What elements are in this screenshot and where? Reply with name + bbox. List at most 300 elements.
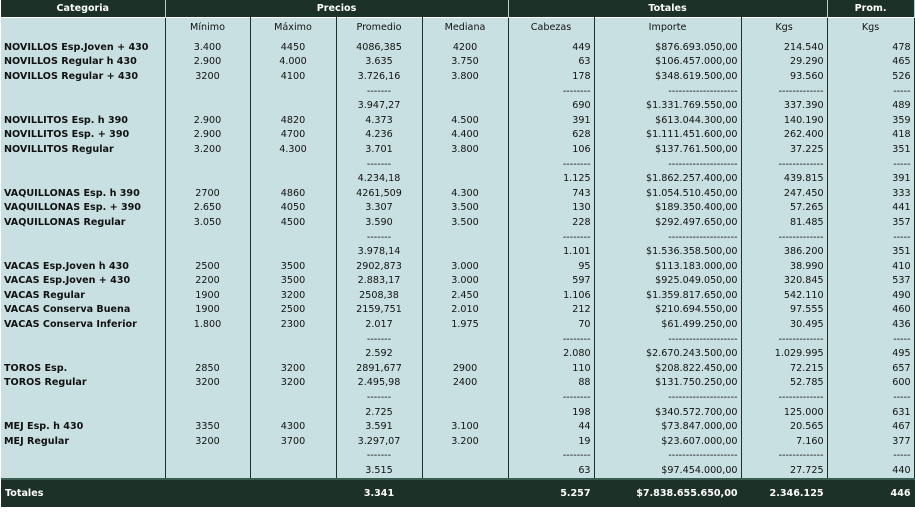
totals-prom-kgs: 446	[827, 479, 914, 507]
subtotal-row	[1, 346, 914, 361]
cell-kgs: 320.845	[741, 274, 827, 289]
cell-maximo	[250, 98, 336, 113]
cell-promedio: 3.726,16	[336, 69, 422, 84]
cell-prom-kgs: 441	[827, 201, 914, 216]
cell-cabezas: 1.106	[508, 288, 594, 303]
cell-maximo: 4.000	[250, 55, 336, 70]
cell-kgs: 37.225	[741, 142, 827, 157]
cell-kgs: 81.485	[741, 215, 827, 230]
header-categoria: Categoria	[1, 0, 165, 18]
cell-importe: $208.822.450,00	[594, 361, 741, 376]
cell-importe: --------------------	[594, 449, 741, 464]
cell-promedio: 3.591	[336, 419, 422, 434]
cell-maximo: 4.300	[250, 142, 336, 157]
cell-mediana: 4200	[422, 36, 508, 55]
cell-maximo	[250, 449, 336, 464]
cell-mediana: 3.500	[422, 215, 508, 230]
cell-promedio: 3.307	[336, 201, 422, 216]
separator-row	[1, 332, 914, 347]
cell-categoria	[1, 230, 165, 245]
table-row	[1, 128, 914, 143]
cell-minimo: 2500	[165, 259, 250, 274]
cell-mediana	[422, 405, 508, 420]
totals-empty	[165, 479, 250, 507]
cell-prom-kgs: 410	[827, 259, 914, 274]
cell-cabezas: 63	[508, 55, 594, 70]
cell-maximo: 4700	[250, 128, 336, 143]
cell-promedio: 3.515	[336, 463, 422, 479]
cell-kgs: 140.190	[741, 113, 827, 128]
cell-maximo	[250, 390, 336, 405]
cell-kgs: 214.540	[741, 36, 827, 55]
cell-categoria: VAQUILLONAS Esp. h 390	[1, 186, 165, 201]
cell-maximo	[250, 230, 336, 245]
cell-mediana: 3.100	[422, 419, 508, 434]
cell-cabezas: 212	[508, 303, 594, 318]
cell-promedio: 2.725	[336, 405, 422, 420]
header-promedio: Promedio	[336, 18, 422, 37]
cell-minimo: 3.200	[165, 142, 250, 157]
cell-kgs: 337.390	[741, 98, 827, 113]
cell-categoria	[1, 405, 165, 420]
cell-kgs: 30.495	[741, 317, 827, 332]
totals-kgs: 2.346.125	[741, 479, 827, 507]
cell-cabezas: 44	[508, 419, 594, 434]
cell-kgs: 72.215	[741, 361, 827, 376]
cell-importe: $1.536.358.500,00	[594, 244, 741, 259]
cell-maximo	[250, 84, 336, 99]
cell-minimo: 2700	[165, 186, 250, 201]
cell-mediana: 3.000	[422, 274, 508, 289]
cell-minimo	[165, 346, 250, 361]
cell-mediana: 2.450	[422, 288, 508, 303]
table-row	[1, 434, 914, 449]
cell-importe: --------------------	[594, 390, 741, 405]
table-row	[1, 36, 914, 55]
cell-kgs: 97.555	[741, 303, 827, 318]
cell-cabezas: --------	[508, 157, 594, 172]
cell-importe: $613.044.300,00	[594, 113, 741, 128]
cell-mediana: 3.750	[422, 55, 508, 70]
cell-maximo	[250, 157, 336, 172]
cell-prom-kgs: 357	[827, 215, 914, 230]
cell-prom-kgs: 526	[827, 69, 914, 84]
cell-prom-kgs: 351	[827, 142, 914, 157]
cell-kgs: 57.265	[741, 201, 827, 216]
cell-prom-kgs: -----	[827, 84, 914, 99]
cell-kgs: 439.815	[741, 171, 827, 186]
cell-cabezas: 130	[508, 201, 594, 216]
cell-prom-kgs: 359	[827, 113, 914, 128]
totals-empty	[422, 479, 508, 507]
cell-maximo	[250, 244, 336, 259]
cell-cabezas: --------	[508, 84, 594, 99]
cell-maximo	[250, 346, 336, 361]
cell-categoria	[1, 98, 165, 113]
cell-maximo	[250, 463, 336, 479]
cell-prom-kgs: 351	[827, 244, 914, 259]
table-row	[1, 274, 914, 289]
cell-maximo: 3500	[250, 274, 336, 289]
cell-cabezas: --------	[508, 390, 594, 405]
cell-minimo	[165, 230, 250, 245]
table-row	[1, 419, 914, 434]
separator-row	[1, 157, 914, 172]
cell-categoria: VACAS Esp.Joven + 430	[1, 274, 165, 289]
cell-maximo: 4450	[250, 36, 336, 55]
cell-importe: $1.054.510.450,00	[594, 186, 741, 201]
cell-mediana	[422, 332, 508, 347]
cell-prom-kgs: 631	[827, 405, 914, 420]
subtotal-row	[1, 98, 914, 113]
totals-importe: $7.838.655.650,00	[594, 479, 741, 507]
cell-categoria	[1, 346, 165, 361]
totals-row	[1, 479, 914, 507]
cell-kgs: 7.160	[741, 434, 827, 449]
subtotal-row	[1, 405, 914, 420]
cell-mediana: 4.300	[422, 186, 508, 201]
cell-categoria	[1, 390, 165, 405]
cell-minimo	[165, 463, 250, 479]
cell-minimo: 1900	[165, 303, 250, 318]
table-header	[1, 0, 914, 36]
cell-kgs: 542.110	[741, 288, 827, 303]
cell-cabezas: 88	[508, 376, 594, 391]
totals-cabezas: 5.257	[508, 479, 594, 507]
cell-minimo: 2200	[165, 274, 250, 289]
cell-prom-kgs: 391	[827, 171, 914, 186]
cell-prom-kgs: 377	[827, 434, 914, 449]
cell-maximo: 3200	[250, 361, 336, 376]
cell-cabezas: 95	[508, 259, 594, 274]
table-row	[1, 259, 914, 274]
cell-kgs: 93.560	[741, 69, 827, 84]
cell-minimo	[165, 244, 250, 259]
cell-kgs: 38.990	[741, 259, 827, 274]
cell-minimo: 3200	[165, 434, 250, 449]
header-mediana: Mediana	[422, 18, 508, 37]
cell-promedio: -------	[336, 449, 422, 464]
cell-kgs: 386.200	[741, 244, 827, 259]
cell-prom-kgs: -----	[827, 390, 914, 405]
cell-cabezas: 743	[508, 186, 594, 201]
cell-minimo: 2.900	[165, 55, 250, 70]
cell-importe: $1.359.817.650,00	[594, 288, 741, 303]
cell-importe: --------------------	[594, 157, 741, 172]
table-body	[1, 36, 914, 479]
cell-promedio: 3.590	[336, 215, 422, 230]
cell-minimo: 2.900	[165, 128, 250, 143]
cell-mediana	[422, 244, 508, 259]
cell-cabezas: 178	[508, 69, 594, 84]
cell-promedio: 2.592	[336, 346, 422, 361]
cell-maximo: 4500	[250, 215, 336, 230]
cell-promedio: 2.883,17	[336, 274, 422, 289]
cell-mediana: 4.500	[422, 113, 508, 128]
cell-categoria: NOVILLITOS Esp. h 390	[1, 113, 165, 128]
subtotal-row	[1, 244, 914, 259]
cell-mediana	[422, 230, 508, 245]
table-row	[1, 55, 914, 70]
cell-kgs: -------------	[741, 230, 827, 245]
cell-minimo	[165, 405, 250, 420]
cell-mediana	[422, 346, 508, 361]
cell-kgs: -------------	[741, 390, 827, 405]
header-sub-row	[1, 18, 914, 37]
cell-importe: $73.847.000,00	[594, 419, 741, 434]
subtotal-row	[1, 171, 914, 186]
cell-mediana: 3.000	[422, 259, 508, 274]
table-row	[1, 186, 914, 201]
table-row	[1, 201, 914, 216]
cell-promedio: 4086,385	[336, 36, 422, 55]
cell-categoria: NOVILLOS Esp.Joven + 430	[1, 36, 165, 55]
cell-cabezas: 391	[508, 113, 594, 128]
cell-minimo	[165, 98, 250, 113]
cell-prom-kgs: 465	[827, 55, 914, 70]
cell-importe: $1.862.257.400,00	[594, 171, 741, 186]
cell-minimo	[165, 390, 250, 405]
cell-minimo: 1.800	[165, 317, 250, 332]
table-row	[1, 361, 914, 376]
cell-importe: $1.111.451.600,00	[594, 128, 741, 143]
cell-cabezas: 106	[508, 142, 594, 157]
cell-categoria: NOVILLITOS Esp. + 390	[1, 128, 165, 143]
cell-minimo: 2.650	[165, 201, 250, 216]
cell-importe: $876.693.050,00	[594, 36, 741, 55]
table-row	[1, 142, 914, 157]
cell-minimo: 2850	[165, 361, 250, 376]
cell-categoria	[1, 171, 165, 186]
cell-cabezas: 63	[508, 463, 594, 479]
cell-minimo	[165, 157, 250, 172]
cell-promedio: -------	[336, 390, 422, 405]
cell-importe: $1.331.769.550,00	[594, 98, 741, 113]
cell-cabezas: 110	[508, 361, 594, 376]
cell-categoria: TOROS Regular	[1, 376, 165, 391]
cell-categoria	[1, 244, 165, 259]
cell-prom-kgs: 436	[827, 317, 914, 332]
header-cabezas: Cabezas	[508, 18, 594, 37]
cell-minimo: 3350	[165, 419, 250, 434]
cell-promedio: 2159,751	[336, 303, 422, 318]
cell-categoria: VAQUILLONAS Esp. + 390	[1, 201, 165, 216]
table-footer	[1, 479, 914, 507]
cell-cabezas: 597	[508, 274, 594, 289]
cell-categoria: MEJ Esp. h 430	[1, 419, 165, 434]
cell-cabezas: 70	[508, 317, 594, 332]
cell-promedio: -------	[336, 230, 422, 245]
cell-minimo	[165, 84, 250, 99]
cell-importe: $61.499.250,00	[594, 317, 741, 332]
header-minimo: Mínimo	[165, 18, 250, 37]
cell-maximo: 2500	[250, 303, 336, 318]
cell-minimo: 3.050	[165, 215, 250, 230]
cell-prom-kgs: 333	[827, 186, 914, 201]
totals-label: Totales	[1, 479, 165, 507]
cell-categoria: NOVILLITOS Regular	[1, 142, 165, 157]
table-row	[1, 317, 914, 332]
cell-maximo	[250, 171, 336, 186]
cell-maximo: 3200	[250, 288, 336, 303]
cell-cabezas: --------	[508, 230, 594, 245]
cell-kgs: 27.725	[741, 463, 827, 479]
cell-promedio: 3.978,14	[336, 244, 422, 259]
cell-importe: $340.572.700,00	[594, 405, 741, 420]
cell-importe: --------------------	[594, 332, 741, 347]
cell-categoria: VACAS Esp.Joven h 430	[1, 259, 165, 274]
cell-maximo: 4100	[250, 69, 336, 84]
cell-categoria: VAQUILLONAS Regular	[1, 215, 165, 230]
cell-prom-kgs: 440	[827, 463, 914, 479]
cell-mediana: 3.800	[422, 142, 508, 157]
cell-cabezas: 19	[508, 434, 594, 449]
cell-importe: $137.761.500,00	[594, 142, 741, 157]
cell-maximo: 4300	[250, 419, 336, 434]
cell-importe: $97.454.000,00	[594, 463, 741, 479]
cell-minimo: 1900	[165, 288, 250, 303]
header-prom-kgs: Kgs	[827, 18, 914, 37]
cell-maximo: 3700	[250, 434, 336, 449]
cell-kgs: 262.400	[741, 128, 827, 143]
cell-importe: $925.049.050,00	[594, 274, 741, 289]
cell-importe: $23.607.000,00	[594, 434, 741, 449]
header-precios: Precios	[165, 0, 508, 18]
cell-promedio: -------	[336, 84, 422, 99]
cell-categoria: VACAS Conserva Inferior	[1, 317, 165, 332]
cell-importe: $348.619.500,00	[594, 69, 741, 84]
header-maximo: Máximo	[250, 18, 336, 37]
cell-categoria	[1, 332, 165, 347]
separator-row	[1, 84, 914, 99]
cell-cabezas: 1.125	[508, 171, 594, 186]
cell-importe: $106.457.000,00	[594, 55, 741, 70]
cell-minimo	[165, 171, 250, 186]
cell-cabezas: 198	[508, 405, 594, 420]
header-group-row	[1, 0, 914, 18]
cell-kgs: -------------	[741, 449, 827, 464]
cell-promedio: -------	[336, 157, 422, 172]
cell-prom-kgs: 495	[827, 346, 914, 361]
cell-importe: $113.183.000,00	[594, 259, 741, 274]
cell-maximo: 3500	[250, 259, 336, 274]
cell-maximo: 4820	[250, 113, 336, 128]
cell-cabezas: --------	[508, 449, 594, 464]
cell-prom-kgs: 478	[827, 36, 914, 55]
cell-categoria: VACAS Conserva Buena	[1, 303, 165, 318]
cell-categoria	[1, 84, 165, 99]
table-row	[1, 303, 914, 318]
cell-mediana: 2.010	[422, 303, 508, 318]
header-totales: Totales	[508, 0, 827, 18]
cell-minimo: 2.900	[165, 113, 250, 128]
cell-promedio: -------	[336, 332, 422, 347]
cell-minimo	[165, 332, 250, 347]
cell-minimo: 3200	[165, 69, 250, 84]
cell-mediana	[422, 84, 508, 99]
cell-kgs: 125.000	[741, 405, 827, 420]
cell-kgs: 1.029.995	[741, 346, 827, 361]
header-prom: Prom.	[827, 0, 914, 18]
cell-kgs: -------------	[741, 84, 827, 99]
cell-promedio: 3.947,27	[336, 98, 422, 113]
cell-cabezas: --------	[508, 332, 594, 347]
cell-promedio: 2902,873	[336, 259, 422, 274]
separator-row	[1, 230, 914, 245]
cell-promedio: 4.373	[336, 113, 422, 128]
separator-row	[1, 390, 914, 405]
cell-cabezas: 690	[508, 98, 594, 113]
cell-maximo: 4050	[250, 201, 336, 216]
cell-categoria	[1, 463, 165, 479]
cell-promedio: 3.701	[336, 142, 422, 157]
totals-promedio: 3.341	[336, 479, 422, 507]
cell-prom-kgs: 600	[827, 376, 914, 391]
table-row	[1, 288, 914, 303]
cell-prom-kgs: -----	[827, 449, 914, 464]
separator-row	[1, 449, 914, 464]
cell-categoria: NOVILLOS Regular h 430	[1, 55, 165, 70]
prices-table-container	[1, 0, 914, 515]
cell-mediana: 4.400	[422, 128, 508, 143]
cell-maximo	[250, 405, 336, 420]
cell-categoria: MEJ Regular	[1, 434, 165, 449]
cell-maximo	[250, 332, 336, 347]
cell-cabezas: 449	[508, 36, 594, 55]
cell-prom-kgs: 490	[827, 288, 914, 303]
cell-categoria: VACAS Regular	[1, 288, 165, 303]
cell-categoria	[1, 157, 165, 172]
table-row	[1, 376, 914, 391]
cell-mediana	[422, 449, 508, 464]
cell-kgs: 20.565	[741, 419, 827, 434]
cell-promedio: 2891,677	[336, 361, 422, 376]
cell-promedio: 4.236	[336, 128, 422, 143]
cell-prom-kgs: 467	[827, 419, 914, 434]
cell-cabezas: 228	[508, 215, 594, 230]
cell-promedio: 2.495,98	[336, 376, 422, 391]
cell-minimo	[165, 449, 250, 464]
table-row	[1, 113, 914, 128]
cell-mediana: 1.975	[422, 317, 508, 332]
cell-mediana: 2900	[422, 361, 508, 376]
cell-importe: $2.670.243.500,00	[594, 346, 741, 361]
cell-prom-kgs: -----	[827, 157, 914, 172]
cell-prom-kgs: 418	[827, 128, 914, 143]
cell-cabezas: 1.101	[508, 244, 594, 259]
cell-kgs: 52.785	[741, 376, 827, 391]
cell-maximo: 3200	[250, 376, 336, 391]
cell-prom-kgs: 489	[827, 98, 914, 113]
cell-categoria	[1, 449, 165, 464]
cell-categoria: NOVILLOS Regular + 430	[1, 69, 165, 84]
cell-importe: $189.350.400,00	[594, 201, 741, 216]
cell-promedio: 2.017	[336, 317, 422, 332]
cell-promedio: 4261,509	[336, 186, 422, 201]
cell-mediana	[422, 463, 508, 479]
cell-promedio: 3.297,07	[336, 434, 422, 449]
cell-mediana	[422, 171, 508, 186]
cell-categoria: TOROS Esp.	[1, 361, 165, 376]
cell-promedio: 3.635	[336, 55, 422, 70]
cell-mediana: 3.200	[422, 434, 508, 449]
table-row	[1, 69, 914, 84]
cell-maximo: 4860	[250, 186, 336, 201]
cell-maximo: 2300	[250, 317, 336, 332]
cell-prom-kgs: -----	[827, 230, 914, 245]
cell-promedio: 2508,38	[336, 288, 422, 303]
cell-minimo: 3.400	[165, 36, 250, 55]
